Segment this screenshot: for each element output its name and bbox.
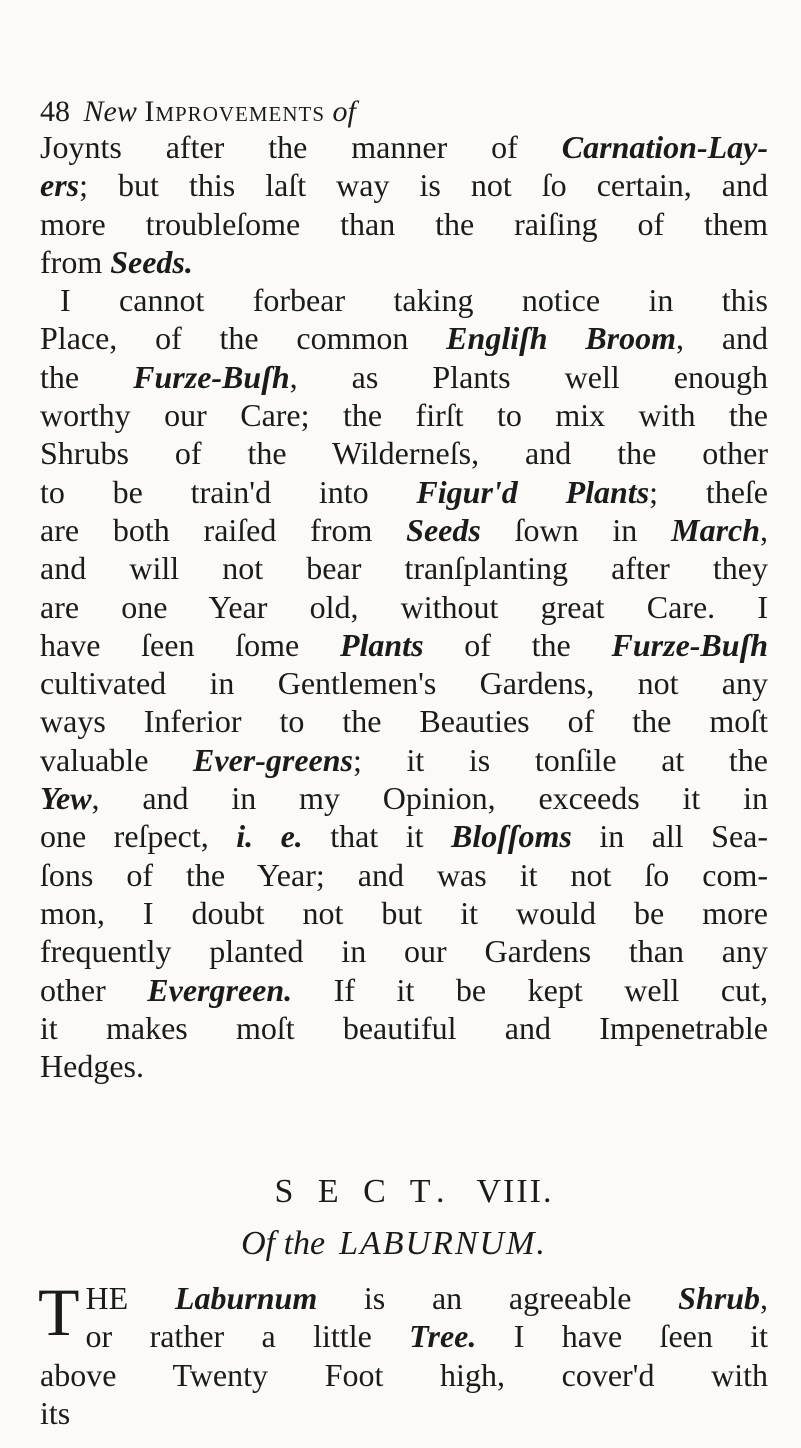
text-line: one reſpect, i. e. that it Bloſſoms in all Sea- xyxy=(40,818,769,855)
text-line: are one Year old, without great Care. I xyxy=(40,588,768,625)
laburnum-text xyxy=(38,1274,769,1431)
section-label: S E C T. xyxy=(274,1173,453,1210)
text-line: cultivated in Gentlemen's Gardens, not any xyxy=(40,665,768,702)
text-line: Joynts after the manner of Carnation-Lay- xyxy=(40,129,768,165)
text-line: or rather a little Tree. I have ſeen it xyxy=(85,1318,768,1355)
text-line: from Seeds. xyxy=(40,243,193,280)
text-line: ers; but this laſt way is not ſo certain, and xyxy=(40,167,768,204)
drop-cap: T xyxy=(38,1274,80,1350)
text-line: HE Laburnum is an agreeable Shrub, xyxy=(85,1280,769,1316)
text-line: have ſeen ſome Plants of the Furze-Buſh xyxy=(40,626,769,663)
text-line: above Twenty Foot high, cover'd with xyxy=(40,1356,768,1393)
section-heading xyxy=(40,1170,768,1214)
section-number: VIII. xyxy=(476,1173,554,1210)
running-header xyxy=(40,92,760,132)
section-subheading xyxy=(40,1222,768,1266)
text-line: to be train'd into Figur'd Plants; theſe xyxy=(40,473,768,510)
header-title-caps: Improvements xyxy=(144,95,326,128)
text-line: more troubleſome than the raiſing of them xyxy=(40,205,768,242)
subheading-prefix: Of the xyxy=(241,1225,326,1262)
text-line: frequently planted in our Gardens than any xyxy=(40,933,768,970)
text-line: ways Inferior to the Beauties of the moſt xyxy=(40,703,768,740)
text-line: valuable Ever-greens; it is tonſile at the xyxy=(40,741,769,778)
text-line: I cannot forbear taking notice in this xyxy=(60,282,768,319)
text-line: Yew, and in my Opinion, exceeds it in xyxy=(40,780,768,817)
header-title-italic: New xyxy=(83,95,137,128)
main-text xyxy=(40,128,768,1085)
text-line: worthy our Care; the firſt to mix with the xyxy=(40,397,768,434)
header-title-end: of xyxy=(332,95,356,128)
subheading-title: LABURNUM. xyxy=(339,1225,547,1262)
text-line: ſons of the Year; and was it not ſo com- xyxy=(40,856,768,893)
text-line: Place, of the common Engliſh Broom, and xyxy=(40,320,769,357)
text-line: it makes moſt beautiful and Impenetrable xyxy=(40,1009,768,1046)
page-number: 48 xyxy=(40,95,70,128)
text-line: are both raiſed from Seeds ſown in March, xyxy=(40,511,769,548)
catchword: its xyxy=(40,1394,71,1431)
text-line: Shrubs of the Wilderneſs, and the other xyxy=(40,435,768,472)
text-line: Hedges. xyxy=(40,1048,144,1085)
text-line: and will not bear tranſplanting after they xyxy=(40,550,768,587)
text-line: mon, I doubt not but it would be more xyxy=(40,894,768,931)
text-line: other Evergreen. If it be kept well cut, xyxy=(40,971,769,1008)
text-line: the Furze-Buſh, as Plants well enough xyxy=(40,358,769,395)
